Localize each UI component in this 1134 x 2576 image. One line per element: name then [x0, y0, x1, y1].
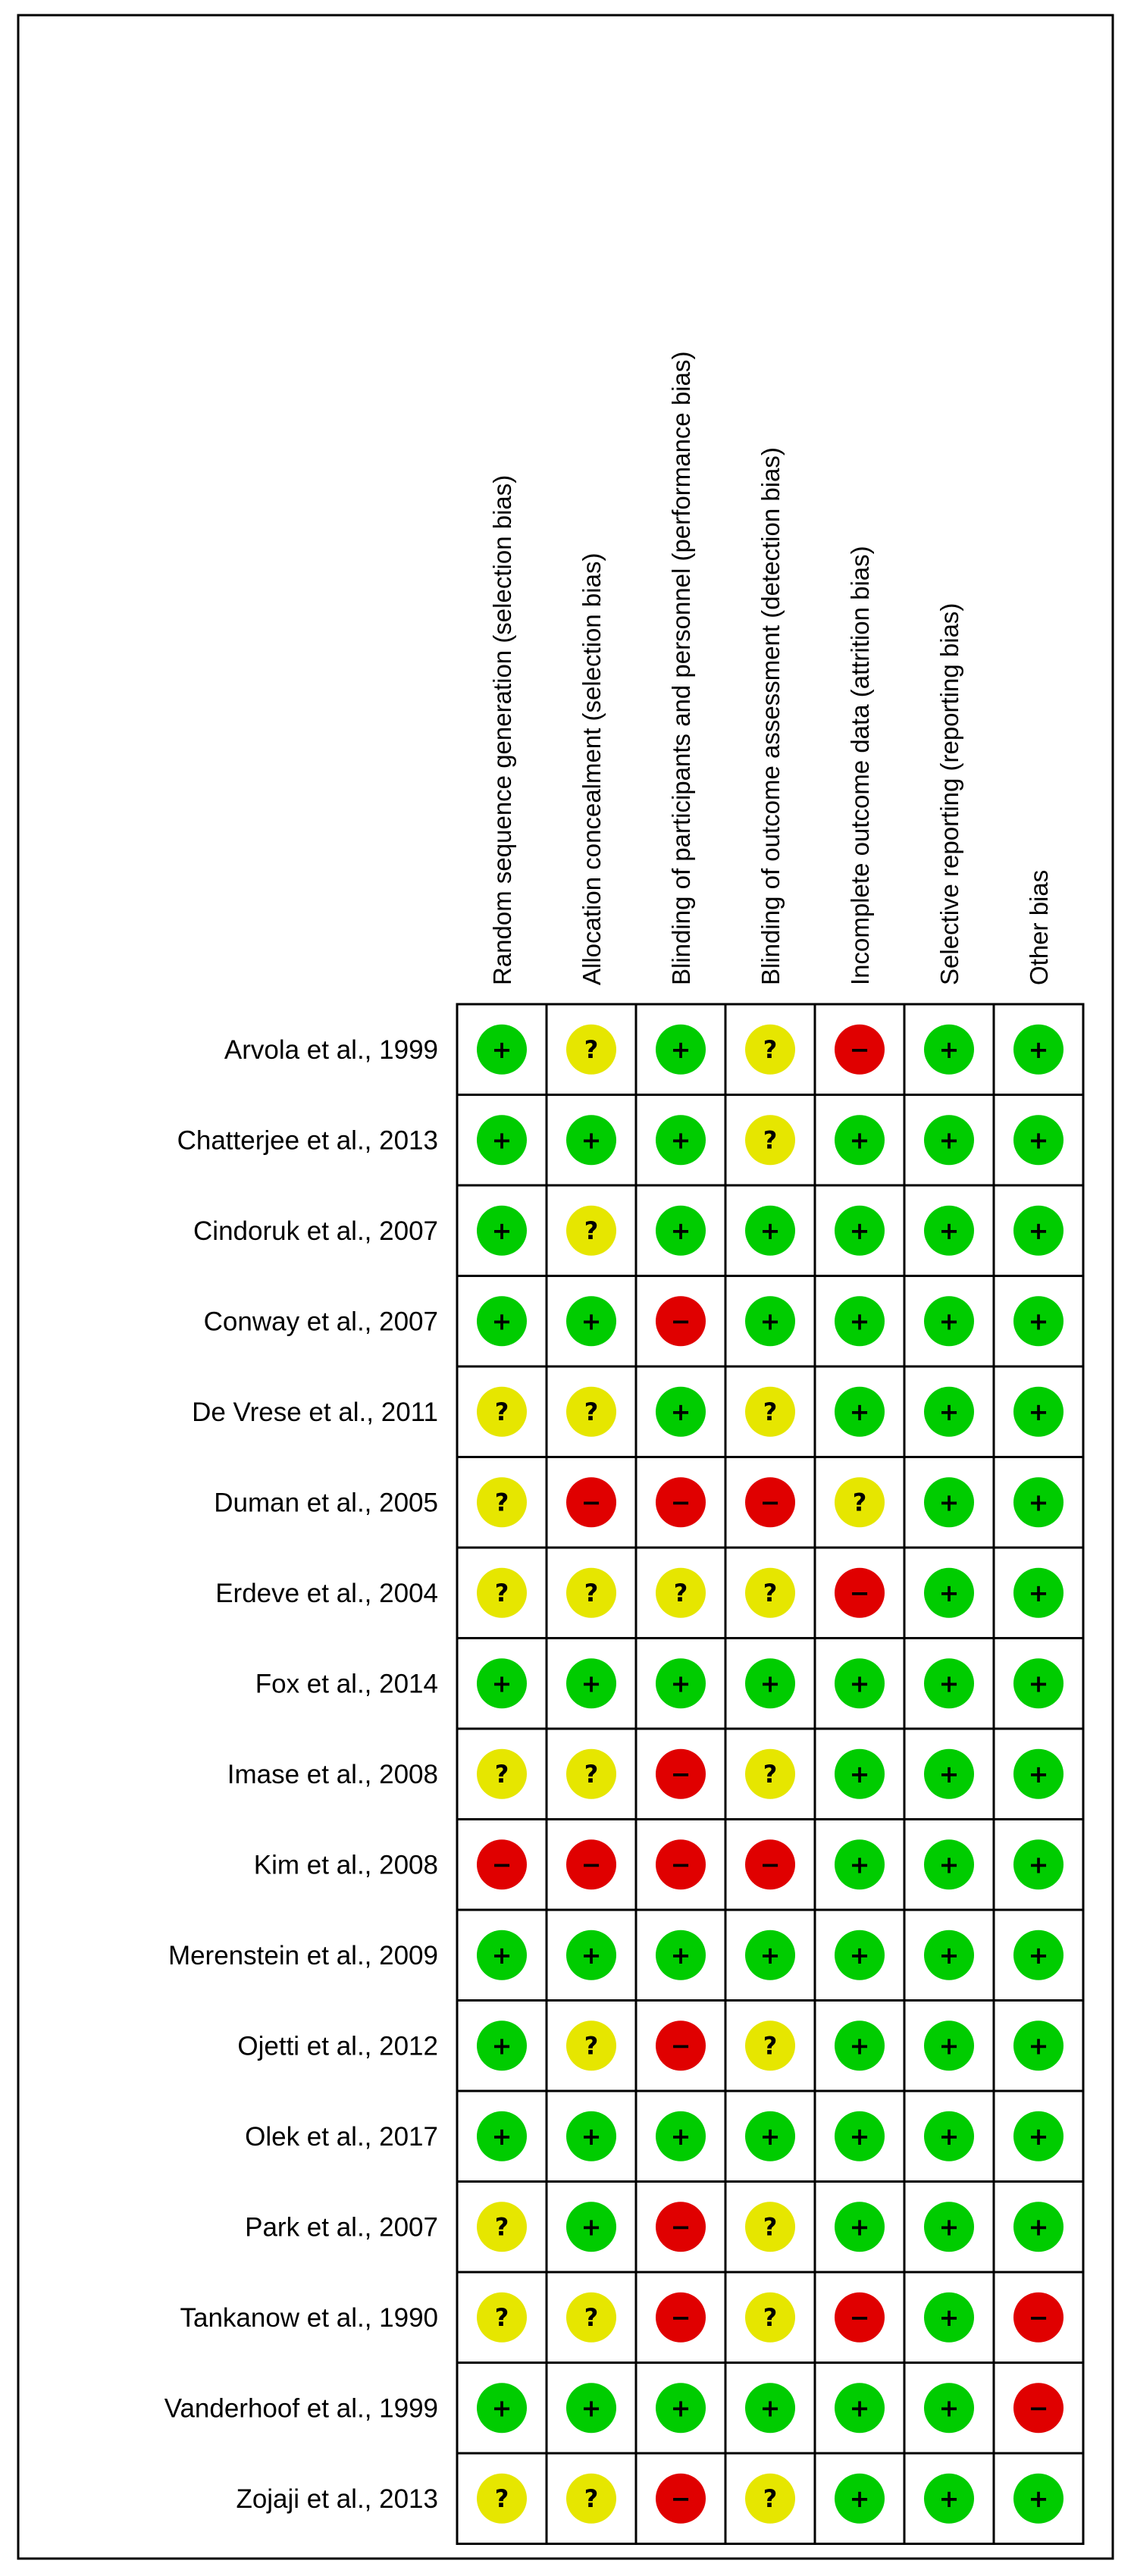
svg-text:+: + [581, 2212, 602, 2242]
svg-text:+: + [938, 1397, 960, 1426]
bias-mark-low-risk [656, 1930, 706, 1980]
svg-text:+: + [581, 2393, 602, 2423]
bias-mark-low-risk [924, 1296, 974, 1346]
bias-mark-low-risk [477, 2020, 527, 2071]
bias-mark-low-risk [835, 2383, 885, 2433]
svg-text:+: + [938, 1850, 960, 1880]
bias-mark-high-risk [566, 1839, 616, 1889]
svg-text:+: + [670, 1216, 691, 1245]
bias-mark-low-risk [477, 1930, 527, 1980]
svg-text:+: + [938, 1307, 960, 1336]
svg-text:+: + [1028, 1850, 1049, 1880]
svg-text:?: ? [584, 1034, 599, 1064]
svg-text:?: ? [763, 1125, 778, 1155]
row-label-imase-et-al-2008: Imase et al., 2008 [227, 1759, 438, 1789]
svg-text:−: − [760, 1488, 781, 1517]
bias-mark-low-risk [1013, 1206, 1064, 1256]
bias-mark-high-risk [1013, 2293, 1064, 2343]
svg-text:+: + [670, 1125, 691, 1155]
bias-mark-unclear-risk [745, 2474, 795, 2524]
bias-mark-low-risk [924, 2202, 974, 2252]
bias-mark-low-risk [1013, 2474, 1064, 2524]
svg-text:+: + [581, 1125, 602, 1155]
svg-text:+: + [938, 2302, 960, 2332]
svg-text:+: + [491, 1669, 512, 1698]
bias-mark-unclear-risk [745, 2202, 795, 2252]
svg-text:+: + [938, 1759, 960, 1789]
bias-mark-low-risk [1013, 1477, 1064, 1527]
bias-mark-low-risk [1013, 1025, 1064, 1075]
bias-mark-low-risk [1013, 1658, 1064, 1708]
bias-mark-low-risk [924, 1387, 974, 1437]
bias-mark-unclear-risk [745, 2293, 795, 2343]
bias-mark-low-risk [477, 1115, 527, 1165]
svg-text:+: + [849, 1940, 870, 1970]
row-label-zojaji-et-al-2013: Zojaji et al., 2013 [236, 2484, 438, 2514]
svg-text:?: ? [763, 1397, 778, 1426]
bias-mark-unclear-risk [566, 2020, 616, 2071]
svg-text:+: + [760, 2121, 781, 2151]
svg-text:+: + [849, 1307, 870, 1336]
row-label-chatterjee-et-al-2013: Chatterjee et al., 2013 [177, 1125, 438, 1156]
bias-mark-low-risk [835, 1115, 885, 1165]
svg-text:−: − [670, 1488, 691, 1517]
bias-mark-low-risk [835, 2202, 885, 2252]
svg-text:+: + [849, 2484, 870, 2513]
bias-mark-high-risk [656, 2020, 706, 2071]
svg-text:+: + [938, 2121, 960, 2151]
svg-text:+: + [491, 2031, 512, 2061]
bias-mark-unclear-risk [477, 1477, 527, 1527]
bias-mark-unclear-risk [745, 1025, 795, 1075]
svg-text:+: + [1028, 1216, 1049, 1245]
row-label-conway-et-al-2007: Conway et al., 2007 [203, 1307, 438, 1337]
svg-text:−: − [849, 1578, 870, 1607]
bias-mark-low-risk [566, 2202, 616, 2252]
bias-mark-low-risk [477, 1296, 527, 1346]
bias-mark-unclear-risk [477, 2474, 527, 2524]
bias-mark-unclear-risk [745, 1115, 795, 1165]
svg-text:+: + [849, 2121, 870, 2151]
bias-mark-low-risk [1013, 2202, 1064, 2252]
bias-mark-high-risk [656, 1839, 706, 1889]
bias-mark-unclear-risk [566, 1749, 616, 1799]
bias-mark-low-risk [566, 1658, 616, 1708]
bias-mark-low-risk [566, 1115, 616, 1165]
bias-mark-low-risk [745, 1658, 795, 1708]
bias-mark-low-risk [656, 1025, 706, 1075]
bias-mark-low-risk [1013, 1115, 1064, 1165]
bias-mark-high-risk [835, 1568, 885, 1618]
svg-text:+: + [1028, 1307, 1049, 1336]
bias-mark-low-risk [745, 1930, 795, 1980]
bias-mark-unclear-risk [477, 1749, 527, 1799]
bias-mark-high-risk [835, 1025, 885, 1075]
svg-text:?: ? [763, 2484, 778, 2513]
svg-text:?: ? [584, 2484, 599, 2513]
bias-mark-high-risk [566, 1477, 616, 1527]
svg-text:?: ? [763, 2031, 778, 2061]
bias-mark-low-risk [566, 2111, 616, 2161]
svg-text:+: + [1028, 1669, 1049, 1698]
svg-text:−: − [760, 1850, 781, 1880]
svg-text:+: + [760, 1216, 781, 1245]
row-label-ojetti-et-al-2012: Ojetti et al., 2012 [237, 2031, 438, 2061]
bias-mark-low-risk [745, 1296, 795, 1346]
svg-text:+: + [1028, 2031, 1049, 2061]
svg-text:+: + [849, 1397, 870, 1426]
svg-text:?: ? [494, 1488, 509, 1517]
svg-text:?: ? [494, 1397, 509, 1426]
bias-mark-low-risk [835, 1387, 885, 1437]
svg-text:+: + [491, 1034, 512, 1064]
svg-text:+: + [849, 1850, 870, 1880]
svg-text:?: ? [763, 1759, 778, 1789]
bias-mark-low-risk [477, 2383, 527, 2433]
svg-text:?: ? [673, 1578, 688, 1607]
bias-mark-low-risk [924, 1839, 974, 1889]
svg-text:+: + [938, 1216, 960, 1245]
svg-text:+: + [581, 2121, 602, 2151]
svg-text:+: + [938, 1669, 960, 1698]
column-header-incomplete-outcome-data-attrition-bias: Incomplete outcome data (attrition bias) [846, 546, 874, 985]
svg-text:+: + [849, 2212, 870, 2242]
svg-text:+: + [849, 1125, 870, 1155]
bias-mark-low-risk [924, 1930, 974, 1980]
bias-mark-low-risk [1013, 1930, 1064, 1980]
bias-mark-unclear-risk [566, 1387, 616, 1437]
bias-mark-high-risk [656, 2474, 706, 2524]
svg-text:+: + [1028, 1397, 1049, 1426]
bias-mark-low-risk [656, 1115, 706, 1165]
svg-text:−: − [670, 2031, 691, 2061]
svg-text:+: + [491, 2121, 512, 2151]
svg-text:+: + [849, 1759, 870, 1789]
bias-mark-low-risk [835, 1658, 885, 1708]
svg-text:+: + [581, 1669, 602, 1698]
row-label-park-et-al-2007: Park et al., 2007 [245, 2212, 438, 2243]
bias-mark-low-risk [924, 2020, 974, 2071]
svg-text:+: + [849, 2393, 870, 2423]
column-header-selective-reporting-reporting-bias: Selective reporting (reporting bias) [935, 603, 963, 985]
svg-text:−: − [491, 1850, 512, 1880]
bias-mark-low-risk [656, 1658, 706, 1708]
bias-mark-low-risk [477, 2111, 527, 2161]
svg-text:+: + [491, 1307, 512, 1336]
bias-mark-low-risk [1013, 2020, 1064, 2071]
svg-text:+: + [1028, 1578, 1049, 1607]
svg-text:−: − [1028, 2302, 1049, 2332]
row-label-merenstein-et-al-2009: Merenstein et al., 2009 [168, 1940, 438, 1970]
svg-text:+: + [938, 1578, 960, 1607]
row-label-erdeve-et-al-2004: Erdeve et al., 2004 [215, 1578, 438, 1608]
svg-text:+: + [581, 1307, 602, 1336]
bias-mark-high-risk [477, 1839, 527, 1889]
row-label-vanderhoof-et-al-1999: Vanderhoof et al., 1999 [164, 2393, 438, 2424]
bias-mark-low-risk [745, 2383, 795, 2433]
svg-text:+: + [670, 1034, 691, 1064]
bias-mark-unclear-risk [477, 1387, 527, 1437]
svg-text:+: + [938, 2484, 960, 2513]
svg-text:?: ? [494, 2484, 509, 2513]
bias-mark-low-risk [835, 1930, 885, 1980]
svg-text:+: + [760, 1940, 781, 1970]
svg-text:+: + [1028, 2212, 1049, 2242]
svg-text:+: + [670, 1940, 691, 1970]
svg-text:+: + [670, 1669, 691, 1698]
svg-text:+: + [491, 1125, 512, 1155]
svg-text:?: ? [852, 1488, 867, 1517]
bias-mark-low-risk [656, 2383, 706, 2433]
svg-text:+: + [1028, 1125, 1049, 1155]
bias-mark-unclear-risk [745, 2020, 795, 2071]
svg-text:+: + [938, 1488, 960, 1517]
row-label-cindoruk-et-al-2007: Cindoruk et al., 2007 [193, 1216, 438, 1246]
bias-mark-low-risk [835, 2474, 885, 2524]
bias-mark-low-risk [835, 1296, 885, 1346]
bias-mark-low-risk [1013, 1839, 1064, 1889]
bias-mark-low-risk [924, 1206, 974, 1256]
bias-mark-unclear-risk [477, 2293, 527, 2343]
bias-mark-unclear-risk [566, 1206, 616, 1256]
svg-text:+: + [938, 2393, 960, 2423]
outer-frame [18, 15, 1113, 2559]
svg-text:?: ? [494, 1759, 509, 1789]
bias-mark-high-risk [745, 1477, 795, 1527]
bias-mark-high-risk [745, 1839, 795, 1889]
bias-mark-low-risk [477, 1658, 527, 1708]
bias-mark-low-risk [835, 2111, 885, 2161]
bias-mark-low-risk [745, 1206, 795, 1256]
svg-text:?: ? [494, 2212, 509, 2242]
bias-mark-unclear-risk [656, 1568, 706, 1618]
svg-text:+: + [1028, 1034, 1049, 1064]
svg-text:−: − [670, 1850, 691, 1880]
bias-mark-low-risk [924, 1477, 974, 1527]
bias-mark-unclear-risk [477, 1568, 527, 1618]
bias-mark-low-risk [1013, 1568, 1064, 1618]
svg-text:+: + [670, 2393, 691, 2423]
bias-mark-low-risk [835, 2020, 885, 2071]
bias-mark-high-risk [656, 2293, 706, 2343]
svg-text:?: ? [584, 1578, 599, 1607]
bias-mark-low-risk [924, 1658, 974, 1708]
svg-text:+: + [760, 1307, 781, 1336]
svg-text:+: + [1028, 1940, 1049, 1970]
bias-mark-high-risk [835, 2293, 885, 2343]
bias-mark-unclear-risk [745, 1749, 795, 1799]
bias-mark-low-risk [1013, 1387, 1064, 1437]
svg-text:−: − [670, 2484, 691, 2513]
bias-mark-unclear-risk [477, 2202, 527, 2252]
bias-mark-unclear-risk [566, 1568, 616, 1618]
svg-text:+: + [938, 1034, 960, 1064]
svg-text:+: + [1028, 2121, 1049, 2151]
svg-text:+: + [849, 1216, 870, 1245]
bias-mark-unclear-risk [566, 1025, 616, 1075]
svg-text:+: + [1028, 1488, 1049, 1517]
bias-mark-high-risk [1013, 2383, 1064, 2433]
svg-text:?: ? [763, 1578, 778, 1607]
svg-text:?: ? [494, 2302, 509, 2332]
row-label-arvola-et-al-1999: Arvola et al., 1999 [224, 1034, 438, 1065]
bias-mark-low-risk [1013, 1296, 1064, 1346]
svg-text:+: + [670, 2121, 691, 2151]
row-label-duman-et-al-2005: Duman et al., 2005 [214, 1488, 438, 1518]
svg-text:?: ? [584, 1759, 599, 1789]
bias-mark-low-risk [566, 1296, 616, 1346]
svg-text:?: ? [584, 1397, 599, 1426]
svg-text:+: + [938, 2212, 960, 2242]
bias-mark-low-risk [656, 1206, 706, 1256]
svg-text:+: + [491, 1216, 512, 1245]
svg-text:?: ? [494, 1578, 509, 1607]
column-header-random-sequence-generation-selection-bias: Random sequence generation (selection bias) [488, 474, 516, 985]
row-label-olek-et-al-2017: Olek et al., 2017 [245, 2121, 438, 2152]
svg-text:+: + [581, 1940, 602, 1970]
svg-text:+: + [760, 1669, 781, 1698]
svg-text:+: + [1028, 1759, 1049, 1789]
svg-text:−: − [670, 2302, 691, 2332]
svg-text:+: + [938, 1125, 960, 1155]
bias-mark-low-risk [656, 2111, 706, 2161]
svg-text:?: ? [763, 2302, 778, 2332]
svg-text:?: ? [763, 2212, 778, 2242]
row-label-kim-et-al-2008: Kim et al., 2008 [253, 1850, 438, 1880]
svg-text:−: − [670, 2212, 691, 2242]
bias-mark-unclear-risk [566, 2293, 616, 2343]
bias-mark-high-risk [656, 1477, 706, 1527]
svg-text:−: − [670, 1759, 691, 1789]
bias-mark-low-risk [924, 2383, 974, 2433]
column-header-other-bias: Other bias [1025, 869, 1053, 985]
bias-mark-low-risk [566, 2383, 616, 2433]
column-header-allocation-concealment-selection-bias: Allocation concealment (selection bias) [578, 552, 606, 985]
svg-text:+: + [938, 2031, 960, 2061]
bias-mark-high-risk [656, 2202, 706, 2252]
bias-mark-unclear-risk [745, 1387, 795, 1437]
svg-text:−: − [581, 1850, 602, 1880]
bias-mark-low-risk [924, 1568, 974, 1618]
bias-mark-low-risk [566, 1930, 616, 1980]
row-label-fox-et-al-2014: Fox et al., 2014 [255, 1669, 438, 1699]
bias-mark-unclear-risk [745, 1568, 795, 1618]
column-header-blinding-of-outcome-assessment-detection-bias: Blinding of outcome assessment (detection bias) [757, 447, 785, 985]
svg-text:?: ? [584, 1216, 599, 1245]
bias-mark-low-risk [835, 1749, 885, 1799]
svg-text:−: − [1028, 2393, 1049, 2423]
svg-text:+: + [491, 1940, 512, 1970]
svg-text:−: − [581, 1488, 602, 1517]
bias-mark-low-risk [924, 1025, 974, 1075]
bias-mark-low-risk [924, 2293, 974, 2343]
bias-mark-low-risk [924, 2111, 974, 2161]
bias-mark-low-risk [656, 1387, 706, 1437]
svg-text:?: ? [763, 1034, 778, 1064]
svg-text:−: − [849, 1034, 870, 1064]
svg-text:+: + [849, 2031, 870, 2061]
bias-mark-low-risk [924, 2474, 974, 2524]
bias-mark-low-risk [745, 2111, 795, 2161]
bias-mark-high-risk [656, 1296, 706, 1346]
bias-mark-low-risk [924, 1115, 974, 1165]
bias-mark-high-risk [656, 1749, 706, 1799]
svg-text:−: − [670, 1307, 691, 1336]
bias-mark-low-risk [1013, 2111, 1064, 2161]
bias-mark-low-risk [1013, 1749, 1064, 1799]
svg-text:+: + [760, 2393, 781, 2423]
bias-mark-unclear-risk [835, 1477, 885, 1527]
column-header-blinding-of-participants-and-personnel-performance-bias: Blinding of participants and personnel (performance bias) [667, 351, 695, 985]
row-label-tankanow-et-al-1990: Tankanow et al., 1990 [180, 2302, 438, 2333]
bias-mark-unclear-risk [566, 2474, 616, 2524]
row-label-de-vrese-et-al-2011: De Vrese et al., 2011 [192, 1397, 438, 1427]
bias-mark-low-risk [835, 1206, 885, 1256]
svg-text:+: + [849, 1669, 870, 1698]
bias-mark-low-risk [924, 1749, 974, 1799]
svg-text:+: + [938, 1940, 960, 1970]
svg-text:+: + [1028, 2484, 1049, 2513]
bias-mark-low-risk [477, 1206, 527, 1256]
svg-text:?: ? [584, 2031, 599, 2061]
bias-mark-low-risk [835, 1839, 885, 1889]
svg-text:−: − [849, 2302, 870, 2332]
bias-mark-low-risk [477, 1025, 527, 1075]
svg-text:?: ? [584, 2302, 599, 2332]
svg-text:+: + [491, 2393, 512, 2423]
svg-text:+: + [670, 1397, 691, 1426]
